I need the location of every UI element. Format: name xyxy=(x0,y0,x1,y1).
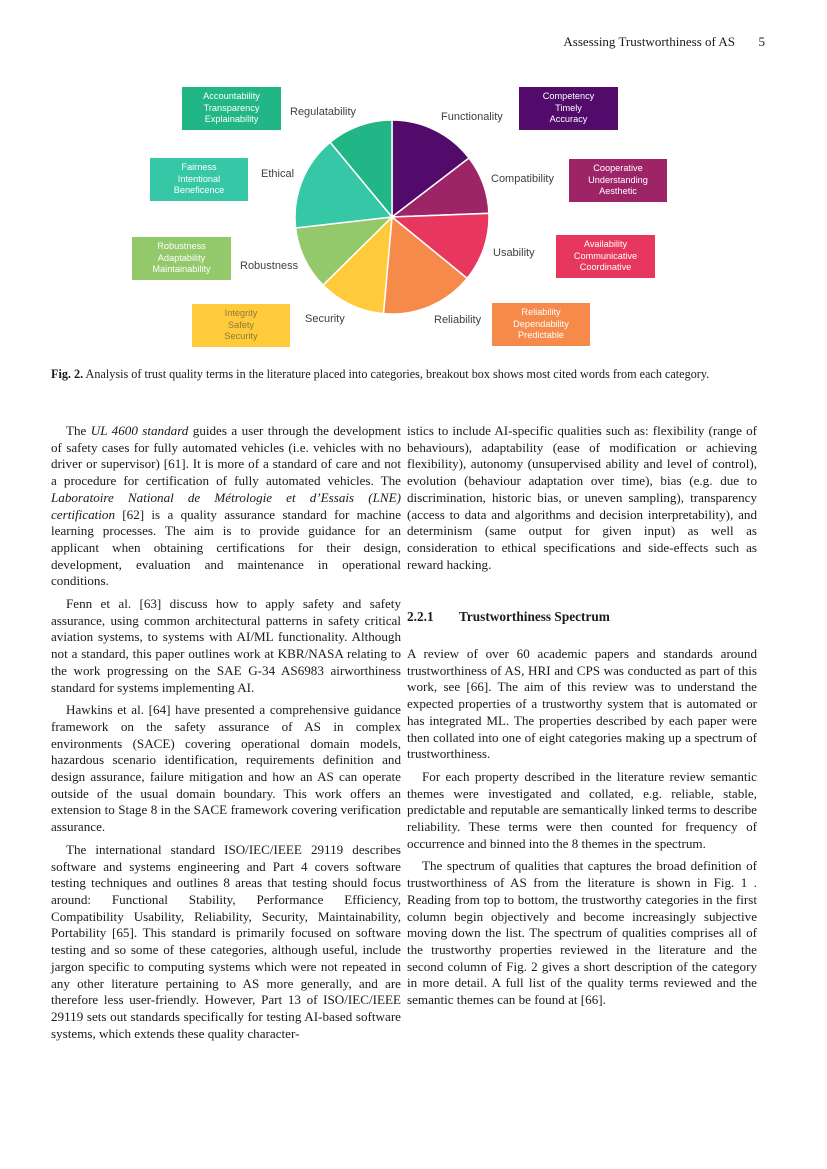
caption-label: Fig. 2. xyxy=(51,367,84,381)
section-title: Trustworthiness Spectrum xyxy=(459,609,610,625)
paragraph-continued: istics to include AI-specific qualities such as: flexibility (range of behaviours), adaptability (ease of modification or achieving flexibility), autonomy (unsupervised ability and level of control), evolution (behaviour adaptation over time), bias (e.g. due to discrimination, historic bias, or uneven sampling), transparency (access to data and algorithms and decision interpretability), and determinism (same output for given input) as well as consideration to ethical specifications and side-effects such as reward hacking. xyxy=(407,423,757,572)
term: Predictable xyxy=(518,330,564,341)
paragraph: A review of over 60 academic papers and standards around trustworthiness of AS, HRI and CPS was conducted as part of this work, see [66]. The aim of this review was to understand the expected properties of a trustworthy system that is automated or has integrated ML. The properties described by each paper were then collated into one of eight categories making up a spectrum of trustworthiness. xyxy=(407,646,757,762)
text: The international standard ISO/IEC/IEEE 29119 describes software and systems engineering and Part 4 covers software testing techniques and outlines 8 areas that testing should focus around: Functional Stability, Performance Efficiency, Compatibility Usability, Reliability, Security, Maintainability, Portability [65]. This standard is primarily focused on software testing and so some of these categories, although useful, include jargon specific to computing systems which were not repeated in any other literature pertaining to AS more generally, and are therefore less user-friendly. However, Part 13 of ISO/IEC/IEEE 29119 sets out standards specifically for testing AI-based software systems, which extends these quality character- xyxy=(51,841,401,1041)
emphasis: Laboratoire National de Métrologie et d’Essais (LNE) certification xyxy=(51,489,401,522)
label-security: Security xyxy=(305,313,345,325)
term: Explainability xyxy=(204,114,259,125)
running-title: Assessing Trustworthiness of AS xyxy=(563,34,735,49)
figure-caption xyxy=(51,367,756,383)
running-head xyxy=(0,32,827,52)
paragraph xyxy=(51,423,401,590)
term: Availability xyxy=(583,239,628,250)
text: Fenn et al. [63] discuss how to apply safety and safety assurance, using common architectural patterns in safety critical aviation systems, to systems with AI/ML functionality. Although not a standard, this paper outlines work at KBR/NASA relating to the work progressing on the SAE G-34 AS6983 airworthiness standard for systems implementing AI. xyxy=(51,596,401,695)
paragraph xyxy=(51,842,401,1042)
term: Robustness xyxy=(157,241,206,252)
breakout-box-usability xyxy=(556,235,655,278)
breakout-box-ethical xyxy=(150,158,248,201)
term: Adaptability xyxy=(157,252,206,263)
term: Beneficence xyxy=(173,185,225,196)
pie-chart xyxy=(0,80,827,360)
term: Maintainability xyxy=(152,264,211,275)
text: guides a user through the development of safety cases for fully automated vehicles (i.e. vehicles with no driver or supervisor) [61]. It is more of a standard of care and not a procedure for certification of fully automated vehicles. The xyxy=(51,423,401,489)
caption-text: Analysis of trust quality terms in the literature placed into categories, breakout box shows most cited words from each category. xyxy=(83,367,710,381)
right-column xyxy=(407,423,757,1015)
text: The xyxy=(66,423,91,438)
section-heading xyxy=(407,609,757,626)
term: Understanding xyxy=(588,174,648,185)
breakout-box-regulatability xyxy=(182,87,281,130)
section-number: 2.2.1 xyxy=(407,609,434,625)
paragraph xyxy=(51,596,401,696)
label-robustness: Robustness xyxy=(240,260,299,272)
page-number: 5 xyxy=(758,34,765,49)
term: Coordinative xyxy=(579,262,632,273)
breakout-box-compatibility xyxy=(569,159,667,202)
term: Fairness xyxy=(181,162,217,173)
label-ethical: Ethical xyxy=(261,168,295,180)
term: Transparency xyxy=(203,102,260,113)
left-column xyxy=(51,423,401,1048)
text: Hawkins et al. [64] have presented a comprehensive guidance framework on the safety assurance of AS in complex environments (SACE) covering operational domain models, hazardous scenario identification, requirements definition and design assurance, failure mitigation and how an AS can operate outside of the usual domain boundary. This work offers an extension to Stage 8 in the SACE framework covering verification assurance. xyxy=(51,702,401,835)
term: Timely xyxy=(555,102,582,113)
term: Competency xyxy=(542,91,595,102)
term: Aesthetic xyxy=(599,186,637,197)
term: Dependability xyxy=(513,318,569,329)
term: Reliability xyxy=(521,307,561,318)
term: Intentional xyxy=(177,173,221,184)
term: Accuracy xyxy=(549,114,588,125)
breakout-box-security xyxy=(192,304,290,347)
breakout-box-reliability xyxy=(492,303,590,346)
text: [62] is a quality assurance standard for machine learning processes. The aim is to provide guidance for an applicant when obtaining certifications for their design, development, evaluation and maintenance in operational conditions. xyxy=(51,506,401,589)
term: Integrity xyxy=(224,308,258,319)
breakout-box-robustness xyxy=(132,237,231,280)
label-usability: Usability xyxy=(493,247,535,259)
paragraph xyxy=(51,702,401,836)
breakout-box-functionality xyxy=(519,87,618,130)
paragraph: The spectrum of qualities that captures the broad definition of trustworthiness of AS from the literature is shown in Fig. 1 . Reading from top to bottom, the trustworthy categories in the first column begin objectively and become increasingly subjective moving down the list. The spectrum of qualities comprises all of the trustworthy properties reviewed in the literature and the second column of Fig. 2 gives a short description of the category in more detail. A full list of the quality terms reviewed and the semantic themes can be found at [66]. xyxy=(407,858,757,1008)
figure-trust-pie-chart xyxy=(0,80,827,360)
term: Cooperative xyxy=(593,163,643,174)
emphasis: UL 4600 standard xyxy=(90,423,189,438)
label-functionality: Functionality xyxy=(441,111,503,123)
label-regulatability: Regulatability xyxy=(290,106,357,118)
paragraph: For each property described in the literature review semantic themes were investigated and collated, e.g. reliable, stable, predictable and reputable are semantically linked terms to describe reliability. These terms were then counted for frequency of occurrence and binned into the 8 themes in the spectrum. xyxy=(407,768,757,851)
term: Communicative xyxy=(573,250,638,261)
label-compatibility: Compatibility xyxy=(491,173,554,185)
label-reliability: Reliability xyxy=(434,314,482,326)
term: Accountability xyxy=(203,91,260,102)
term: Safety xyxy=(227,319,255,330)
term: Security xyxy=(224,331,258,342)
